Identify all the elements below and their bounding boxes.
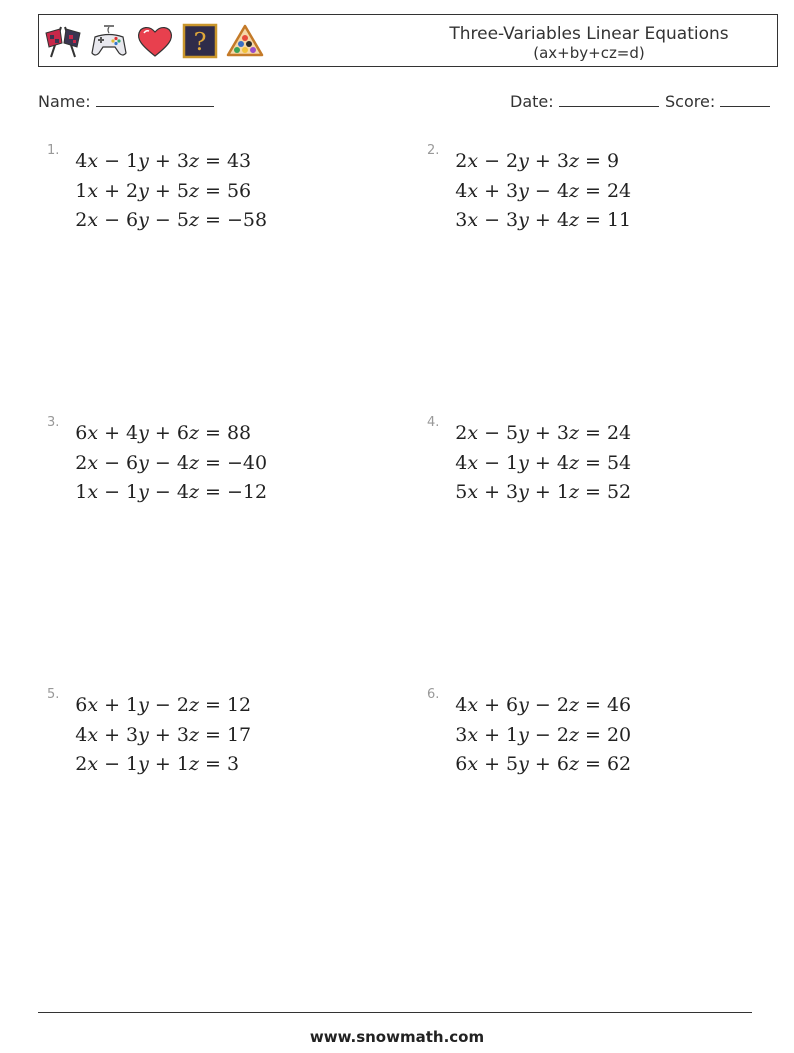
equation-row xyxy=(47,147,267,177)
date-blank[interactable] xyxy=(559,92,659,107)
equation-system xyxy=(427,419,631,508)
equation-row xyxy=(427,206,631,236)
equation-row xyxy=(427,419,631,449)
equation-lhs: 4x + 3y − 4z xyxy=(455,179,579,202)
equation-rhs: = 56 xyxy=(205,179,252,202)
problem-number: 2. xyxy=(427,143,440,158)
equation-row xyxy=(47,750,251,780)
equation-lhs: 4x − 1y + 4z xyxy=(455,451,579,474)
footer-divider xyxy=(38,1012,752,1013)
equation-lhs: 2x − 5y + 3z xyxy=(455,422,579,444)
equation-lhs: 4x + 6y − 2z xyxy=(455,694,579,716)
equation-rhs: = 12 xyxy=(205,694,252,716)
equation-rhs: = 20 xyxy=(585,723,632,746)
equation-system xyxy=(47,691,251,780)
equation-row xyxy=(427,177,631,207)
header-icons xyxy=(43,23,265,59)
equation-lhs: 2x − 1y + 1z xyxy=(75,753,199,775)
equation-lhs: 4x + 3y + 3z xyxy=(75,723,199,746)
svg-text:?: ? xyxy=(193,28,207,56)
equation-rhs: = −40 xyxy=(205,451,268,474)
heart-icon xyxy=(135,23,175,59)
equation-lhs: 6x + 4y + 6z xyxy=(75,422,199,444)
name-field[interactable] xyxy=(38,92,214,111)
equation-rhs: = 24 xyxy=(585,179,632,202)
problem-number: 1. xyxy=(47,143,60,158)
equation-lhs: 4x − 1y + 3z xyxy=(75,150,199,172)
problem-number: 6. xyxy=(427,687,440,702)
date-label: Date: xyxy=(510,92,554,111)
question-box-icon xyxy=(181,23,219,59)
billiard-triangle-icon xyxy=(225,23,265,59)
equation-row xyxy=(47,206,267,236)
equation-row xyxy=(427,147,631,177)
checkered-flag-icon xyxy=(43,23,83,59)
equation-system xyxy=(47,147,267,236)
footer-url[interactable]: www.snowmath.com xyxy=(309,1028,485,1046)
equation-lhs: 3x + 1y − 2z xyxy=(455,723,579,746)
equation-row xyxy=(47,478,267,508)
worksheet-title: Three-Variables Linear Equations xyxy=(449,24,729,44)
name-blank[interactable] xyxy=(96,92,214,107)
equation-rhs: = 24 xyxy=(585,422,632,444)
equation-rhs: = 62 xyxy=(585,753,632,775)
equation-rhs: = 54 xyxy=(585,451,632,474)
problem-number: 5. xyxy=(47,687,60,702)
equation-row xyxy=(427,449,631,479)
equation-row xyxy=(47,449,267,479)
worksheet-title-block xyxy=(419,25,759,63)
equation-rhs: = −58 xyxy=(205,209,268,231)
equation-system xyxy=(427,691,631,780)
score-field[interactable] xyxy=(665,92,770,111)
equation-row xyxy=(427,691,631,721)
equation-lhs: 2x − 6y − 4z xyxy=(75,451,199,474)
equation-lhs: 2x − 6y − 5z xyxy=(75,209,199,231)
date-field[interactable] xyxy=(510,92,659,111)
name-label: Name: xyxy=(38,92,91,111)
equation-lhs: 5x + 3y + 1z xyxy=(455,481,579,503)
equation-row xyxy=(47,177,267,207)
equation-row xyxy=(427,750,631,780)
equation-lhs: 3x − 3y + 4z xyxy=(455,209,579,231)
equation-lhs: 1x − 1y − 4z xyxy=(75,481,199,503)
equation-system xyxy=(47,419,267,508)
equation-rhs: = 11 xyxy=(585,209,632,231)
equation-rhs: = 46 xyxy=(585,694,632,716)
problem-number: 4. xyxy=(427,415,440,430)
equation-row xyxy=(47,691,251,721)
equation-row xyxy=(47,419,267,449)
game-controller-icon xyxy=(89,23,129,59)
equation-rhs: = 17 xyxy=(205,723,252,746)
equation-lhs: 6x + 5y + 6z xyxy=(455,753,579,775)
equation-rhs: = 3 xyxy=(205,753,240,775)
equation-rhs: = 88 xyxy=(205,422,252,444)
equation-rhs: = 9 xyxy=(585,150,620,172)
worksheet-subtitle: (ax+by+cz=d) xyxy=(533,44,645,62)
equation-rhs: = 43 xyxy=(205,150,252,172)
equation-rhs: = 52 xyxy=(585,481,632,503)
score-blank[interactable] xyxy=(720,92,770,107)
equation-lhs: 1x + 2y + 5z xyxy=(75,179,199,202)
equation-row xyxy=(427,478,631,508)
equation-system xyxy=(427,147,631,236)
equation-row xyxy=(427,721,631,751)
equation-lhs: 2x − 2y + 3z xyxy=(455,150,579,172)
problem-number: 3. xyxy=(47,415,60,430)
equation-row xyxy=(47,721,251,751)
equation-lhs: 6x + 1y − 2z xyxy=(75,694,199,716)
worksheet-header xyxy=(38,14,778,67)
score-label: Score: xyxy=(665,92,716,111)
equation-rhs: = −12 xyxy=(205,481,268,503)
